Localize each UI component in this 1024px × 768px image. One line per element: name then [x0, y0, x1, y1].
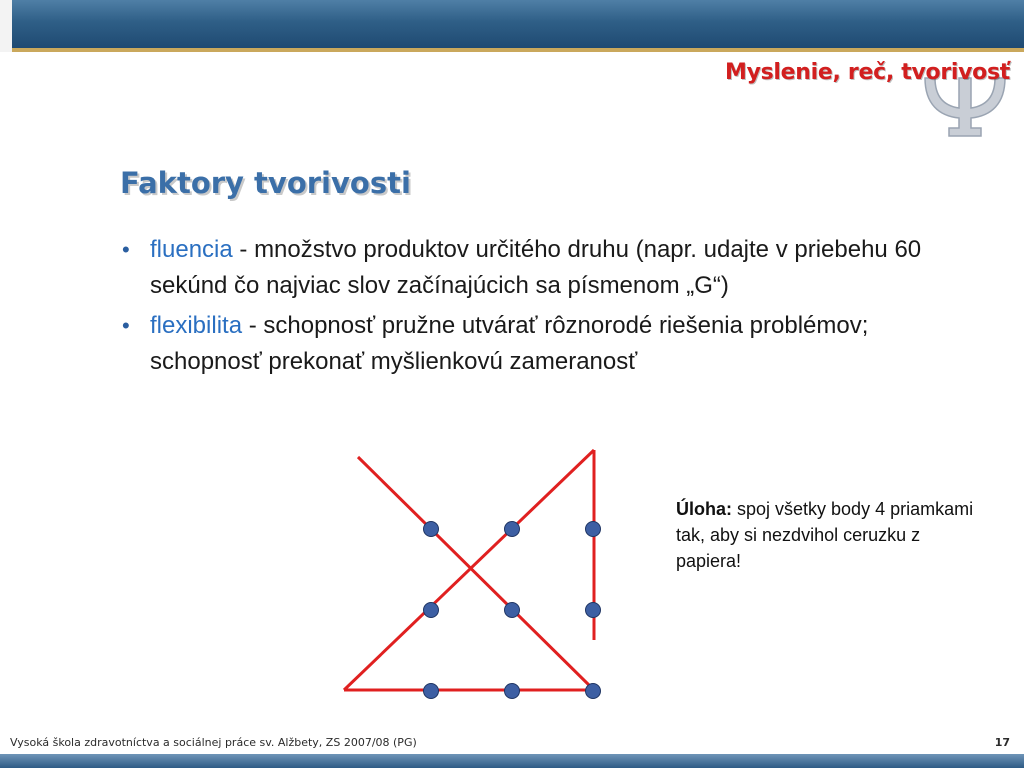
puzzle-line — [358, 457, 594, 690]
slide-title: Faktory tvorivosti — [120, 166, 411, 200]
puzzle-dot — [424, 603, 439, 618]
bullet-list — [118, 232, 948, 384]
task-box — [676, 496, 976, 574]
term-description: - množstvo produktov určitého druhu (napr. udajte v priebehu 60 sekúnd čo najviac slov začínajúcich sa písmenom „G“) — [150, 236, 922, 299]
term-description: - schopnosť pružne utvárať rôznorodé riešenia problémov; schopnosť prekonať myšlienkovú zameranosť — [150, 312, 869, 375]
header-title: Myslenie, reč, tvorivosť — [725, 60, 1010, 85]
list-item — [118, 232, 948, 304]
puzzle-lines — [344, 450, 594, 690]
task-text: spoj všetky body 4 priamkami tak, aby si nezdvihol ceruzku z papiera! — [676, 499, 974, 571]
top-banner — [0, 0, 1024, 48]
puzzle-dot — [586, 603, 601, 618]
bullet-icon: • — [122, 237, 130, 262]
term-flexibilita: flexibilita — [150, 312, 243, 339]
puzzle-dot — [505, 603, 520, 618]
task-label: Úloha: — [676, 499, 732, 519]
puzzle-dot — [505, 684, 520, 699]
bottom-banner — [0, 754, 1024, 768]
footer-institution: Vysoká škola zdravotníctva a sociálnej práce sv. Alžbety, ZS 2007/08 (PG) — [10, 736, 417, 749]
puzzle-dot — [424, 522, 439, 537]
nine-dots-puzzle — [320, 440, 640, 710]
puzzle-dot — [586, 522, 601, 537]
page-number: 17 — [994, 736, 1010, 749]
puzzle-dot — [424, 684, 439, 699]
puzzle-dot — [505, 522, 520, 537]
footer — [0, 736, 1024, 752]
top-gold-stripe — [0, 48, 1024, 52]
top-left-block — [0, 0, 12, 52]
bullet-icon: • — [122, 313, 130, 338]
list-item — [118, 308, 948, 380]
puzzle-dot — [586, 684, 601, 699]
term-fluencia: fluencia — [150, 236, 233, 263]
